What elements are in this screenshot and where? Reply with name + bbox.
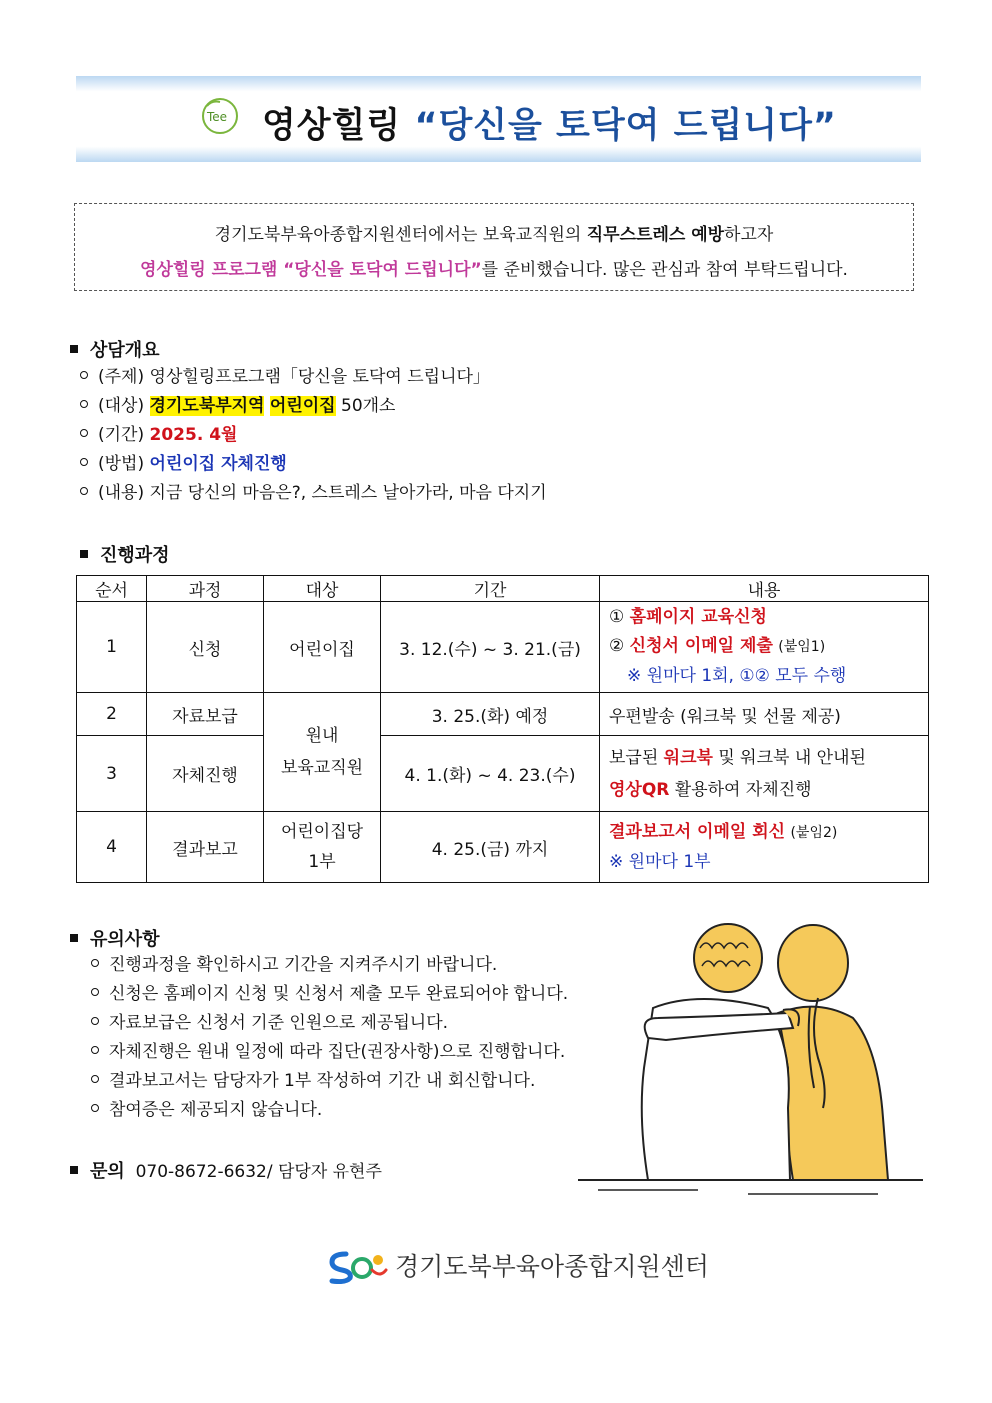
circle-bullet-icon (91, 959, 99, 967)
cell-period: 3. 12.(수) ~ 3. 21.(금) (381, 602, 600, 693)
list-item: 신청은 홈페이지 신청 및 신청서 제출 모두 완료되어야 합니다. (91, 980, 568, 1009)
list-item: (기간) 2025. 4월 (80, 421, 547, 450)
title-part1: 영상힐링 (262, 106, 402, 146)
list-item: 결과보고서는 담당자가 1부 작성하여 기간 내 회신합니다. (91, 1067, 568, 1096)
cell-step: 자료보급 (147, 693, 264, 736)
table-header-row (77, 576, 929, 602)
circle-bullet-icon (80, 458, 88, 466)
center-name: 경기도북부육아종합지원센터 (395, 1252, 709, 1281)
notes-list (91, 951, 568, 1125)
process-heading: 진행과정 (80, 541, 170, 567)
process-table (76, 575, 929, 883)
list-item: 진행과정을 확인하시고 기간을 지켜주시기 바랍니다. (91, 951, 568, 980)
contact-line: 문의 070-8672-6632/ 담당자 유현주 (70, 1157, 382, 1183)
square-bullet-icon (70, 934, 78, 942)
list-item: (내용) 지금 당신의 마음은?, 스트레스 날아가라, 마음 다지기 (80, 479, 547, 508)
list-item: 자료보급은 신청서 기준 인원으로 제공됩니다. (91, 1009, 568, 1038)
cell-content: 우편발송 (워크북 및 선물 제공) (600, 693, 929, 736)
square-bullet-icon (70, 1166, 78, 1174)
list-item: 자체진행은 원내 일정에 따라 집단(권장사항)으로 진행합니다. (91, 1038, 568, 1067)
center-logo-icon (326, 1248, 390, 1288)
intro-box (74, 203, 914, 291)
cell-content: ① 홈페이지 교육신청 ② 신청서 이메일 제출 (붙임1) ※ 원마다 1회, ①② 모두 수행 (600, 602, 929, 693)
cell-content: 결과보고서 이메일 회신 (붙임2) ※ 원마다 1부 (600, 812, 929, 883)
notes-heading: 유의사항 (70, 925, 160, 951)
table-row (77, 602, 929, 693)
title-part2: “당신을 토닥여 드립니다” (414, 106, 837, 146)
column-header: 기간 (381, 576, 600, 602)
circle-bullet-icon (91, 1075, 99, 1083)
cell-no: 3 (77, 736, 147, 812)
cell-step: 자체진행 (147, 736, 264, 812)
list-item: 참여증은 제공되지 않습니다. (91, 1096, 568, 1125)
cell-target: 원내 보육교직원 (264, 693, 381, 812)
circle-bullet-icon (80, 487, 88, 495)
table-row (77, 812, 929, 883)
column-header: 순서 (77, 576, 147, 602)
circle-bullet-icon (80, 429, 88, 437)
cell-no: 1 (77, 602, 147, 693)
overview-heading: 상담개요 (70, 336, 160, 362)
circle-bullet-icon (80, 400, 88, 408)
list-item: (주제) 영상힐링프로그램「당신을 토닥여 드립니다」 (80, 363, 547, 392)
table-row (77, 736, 929, 812)
square-bullet-icon (80, 550, 88, 558)
cell-period: 4. 1.(화) ~ 4. 23.(수) (381, 736, 600, 812)
cell-target: 어린이집당 1부 (264, 812, 381, 883)
cell-no: 4 (77, 812, 147, 883)
tee-logo-icon (198, 96, 244, 140)
circle-bullet-icon (91, 1017, 99, 1025)
list-item: (방법) 어린이집 자체진행 (80, 450, 547, 479)
cell-content: 보급된 워크북 및 워크북 내 안내된 영상QR 활용하여 자체진행 (600, 736, 929, 812)
column-header: 과정 (147, 576, 264, 602)
intro-line1-b: 직무스트레스 예방 (586, 225, 725, 245)
circle-bullet-icon (91, 988, 99, 996)
intro-line2 (75, 255, 913, 280)
column-header: 내용 (600, 576, 929, 602)
intro-line1-a: 경기도북부육아종합지원센터에서는 보육교직원의 (214, 225, 587, 245)
cell-no: 2 (77, 693, 147, 736)
cell-period: 3. 25.(화) 예정 (381, 693, 600, 736)
intro-line2-b: 를 준비했습니다. 많은 관심과 참여 부탁드립니다. (481, 260, 848, 280)
circle-bullet-icon (91, 1104, 99, 1112)
cell-step: 결과보고 (147, 812, 264, 883)
cell-target: 어린이집 (264, 602, 381, 693)
column-header: 대상 (264, 576, 381, 602)
intro-line2-a: 영상힐링 프로그램 “당신을 토닥여 드립니다” (140, 260, 482, 280)
circle-bullet-icon (91, 1046, 99, 1054)
cell-period: 4. 25.(금) 까지 (381, 812, 600, 883)
svg-text:Tee: Tee (207, 110, 228, 124)
square-bullet-icon (70, 345, 78, 353)
table-row (77, 693, 929, 736)
intro-line1-c: 하고자 (724, 225, 774, 245)
cell-step: 신청 (147, 602, 264, 693)
hugging-people-illustration (578, 918, 923, 1207)
page-title (262, 98, 837, 148)
circle-bullet-icon (80, 371, 88, 379)
overview-list (80, 363, 547, 508)
list-item: (대상) 경기도북부지역 어린이집 50개소 (80, 392, 547, 421)
intro-line1 (75, 220, 913, 245)
